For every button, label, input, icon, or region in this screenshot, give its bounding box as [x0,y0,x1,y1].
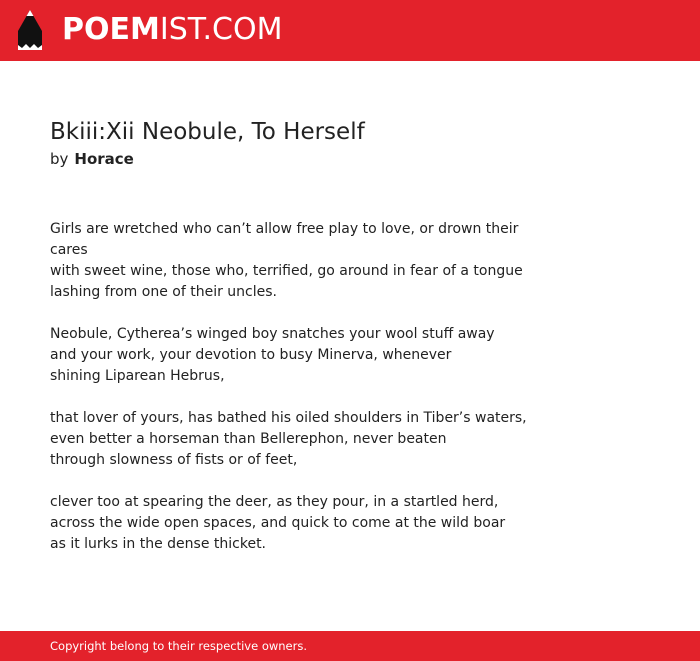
poem-line: clever too at spearing the deer, as they pour, in a startled herd, [50,494,499,510]
logo-text-bold: POEM [62,12,160,47]
logo-text-light: IST.COM [159,12,283,47]
poem-line: with sweet wine, those who, terrified, go around in fear of a tongue [50,263,523,279]
poem-line: through slowness of fists or of feet, [50,452,298,468]
poem-author[interactable]: Horace [74,150,134,168]
pencil-tip-icon[interactable] [17,10,43,51]
poem-stanza [50,219,530,303]
poem-body [50,219,530,576]
poem-line: Neobule, Cytherea’s winged boy snatches your wool stuff away [50,326,495,342]
poem-byline [50,149,134,169]
poem-title: Bkiii:Xii Neobule, To Herself [50,119,365,145]
by-label: by [50,150,69,168]
poem-line: that lover of yours, has bathed his oiled shoulders in Tiber’s waters, [50,410,527,426]
poem-line: shining Liparean Hebrus, [50,368,225,384]
poem-stanza [50,324,530,387]
poem-line: Girls are wretched who can’t allow free play to love, or drown their cares [50,221,519,258]
poem-line: across the wide open spaces, and quick to come at the wild boar [50,515,506,531]
site-footer [0,631,700,661]
poem-line: even better a horseman than Bellerephon, never beaten [50,431,447,447]
site-header [0,0,700,61]
poem-stanza [50,408,530,471]
poem-stanza [50,492,530,555]
site-logo[interactable] [62,12,282,48]
poem-line: lashing from one of their uncles. [50,284,277,300]
copyright-notice: Copyright belong to their respective owners. [50,639,308,653]
poem-line: and your work, your devotion to busy Minerva, whenever [50,347,452,363]
poem-line: as it lurks in the dense thicket. [50,536,267,552]
